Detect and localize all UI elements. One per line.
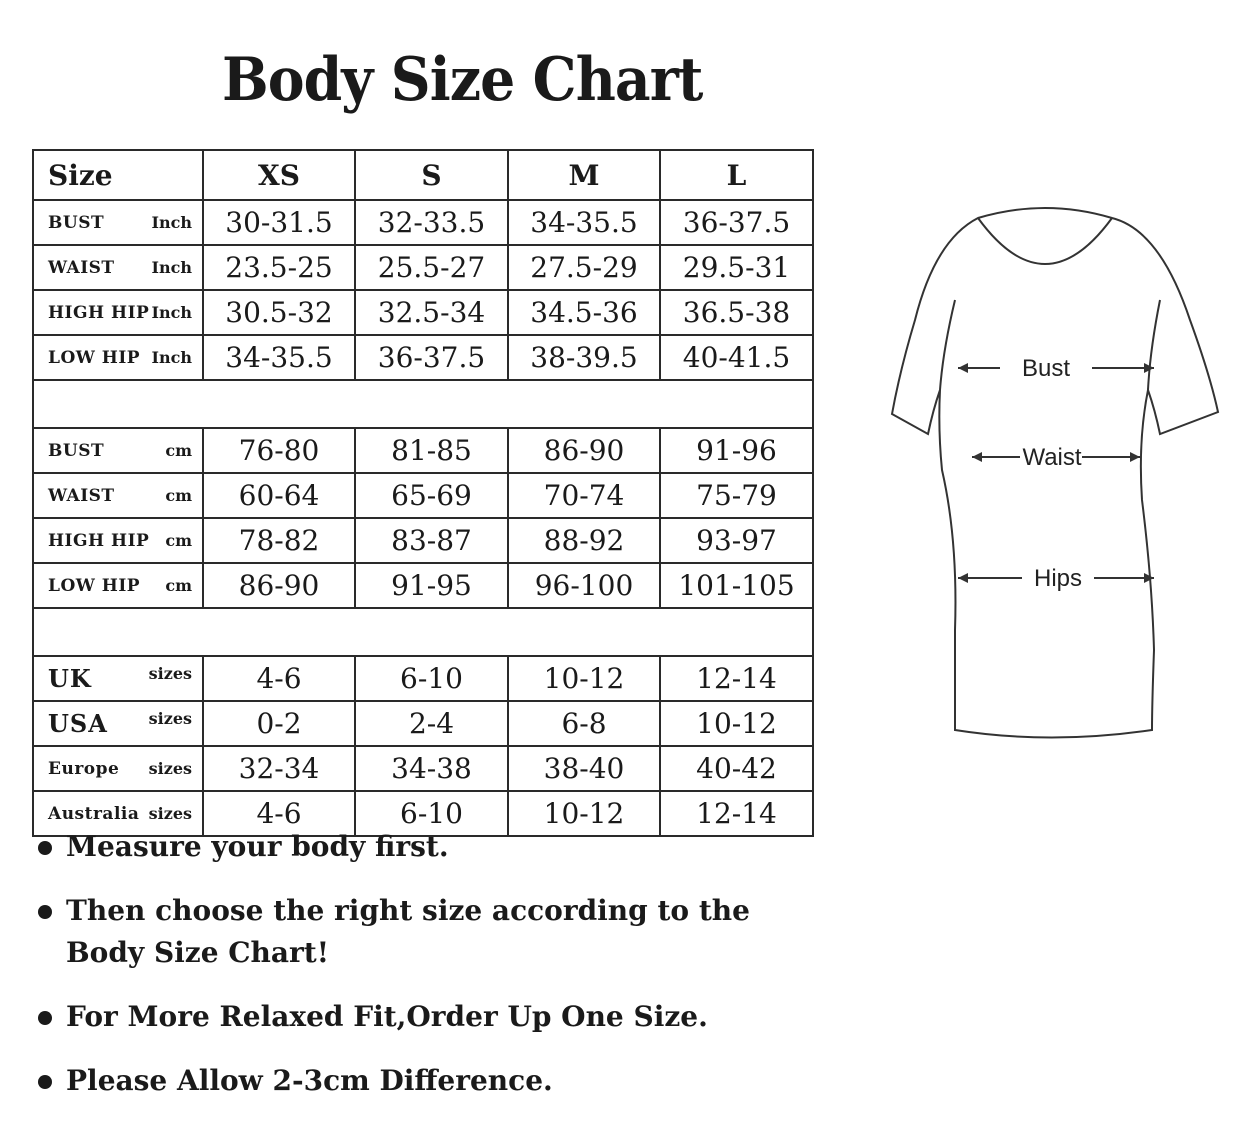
bullet-icon [38,1011,52,1025]
size-value-cell: 36-37.5 [355,335,508,380]
size-row [33,746,813,791]
dress-measurement-diagram [860,200,1230,760]
row-label: LOW HIP [48,575,141,596]
size-value-cell: 34-35.5 [508,200,660,245]
size-value-cell: 32-34 [203,746,355,791]
row-unit: sizes [148,758,192,778]
size-row [33,473,813,518]
row-label-cell [33,518,203,563]
spacer-cell [33,608,813,656]
note-item [38,826,818,868]
size-value-cell: 25.5-27 [355,245,508,290]
hips-label: Hips [1033,565,1083,592]
note-item [38,1060,818,1102]
size-value-cell: 91-95 [355,563,508,608]
notes-list [38,826,818,1124]
size-value-cell: 91-96 [660,428,813,473]
note-text: Measure your body first. [66,830,449,863]
row-label: BUST [48,212,105,233]
size-value-cell: 0-2 [203,701,355,746]
spacer-row [33,380,813,428]
spacer-row [33,608,813,656]
row-unit: cm [165,440,192,460]
dress-outline [892,208,1218,738]
size-row [33,518,813,563]
size-value-cell: 30-31.5 [203,200,355,245]
row-label: LOW HIP [48,347,141,368]
size-value-cell: 30.5-32 [203,290,355,335]
row-label-cell [33,290,203,335]
size-value-cell: 6-8 [508,701,660,746]
size-value-cell: 76-80 [203,428,355,473]
size-value-cell: 6-10 [355,791,508,836]
note-text: Please Allow 2-3cm Difference. [66,1064,553,1097]
size-value-cell: 34-38 [355,746,508,791]
page-title: Body Size Chart [222,45,703,115]
size-value-cell: 60-64 [203,473,355,518]
size-row [33,245,813,290]
row-unit: cm [165,530,192,550]
bust-label: Bust [1021,355,1071,382]
size-value-cell: 88-92 [508,518,660,563]
row-label-cell [33,656,203,701]
size-value-cell: 36.5-38 [660,290,813,335]
size-value-cell: 32.5-34 [355,290,508,335]
row-unit: sizes [148,709,192,728]
row-label: HIGH HIP [48,302,150,323]
size-row [33,290,813,335]
row-label: Europe [48,758,120,779]
row-label-cell [33,428,203,473]
size-header-m: M [508,150,660,200]
size-value-cell: 40-41.5 [660,335,813,380]
size-value-cell: 27.5-29 [508,245,660,290]
row-label-cell [33,335,203,380]
size-table-body [33,200,813,836]
row-unit: Inch [151,212,192,232]
size-value-cell: 38-40 [508,746,660,791]
size-value-cell: 36-37.5 [660,200,813,245]
row-unit: cm [165,575,192,595]
row-label: BUST [48,440,105,461]
size-value-cell: 12-14 [660,656,813,701]
size-value-cell: 101-105 [660,563,813,608]
size-value-cell: 29.5-31 [660,245,813,290]
row-label-cell [33,245,203,290]
size-value-cell: 12-14 [660,791,813,836]
row-label-cell [33,563,203,608]
row-label-cell [33,200,203,245]
size-header-row [33,150,813,200]
size-row [33,563,813,608]
size-row [33,428,813,473]
row-label: UK [48,664,92,693]
bullet-icon [38,841,52,855]
size-value-cell: 4-6 [203,791,355,836]
size-value-cell: 6-10 [355,656,508,701]
size-value-cell: 10-12 [508,656,660,701]
row-label-cell [33,746,203,791]
row-label: USA [48,709,108,738]
size-value-cell: 83-87 [355,518,508,563]
bullet-icon [38,1075,52,1089]
size-value-cell: 4-6 [203,656,355,701]
size-header-l: L [660,150,813,200]
bullet-icon [38,905,52,919]
size-chart-table [32,149,814,837]
size-row [33,200,813,245]
row-label: WAIST [48,257,115,278]
sleeve-seam-right [1148,300,1160,390]
note-item [38,890,826,974]
row-label-cell [33,473,203,518]
row-unit: Inch [151,257,192,277]
size-value-cell: 86-90 [508,428,660,473]
note-text: For More Relaxed Fit,Order Up One Size. [66,1000,708,1033]
size-value-cell: 32-33.5 [355,200,508,245]
size-value-cell: 40-42 [660,746,813,791]
row-unit: sizes [148,664,192,683]
size-value-cell: 65-69 [355,473,508,518]
note-text: Then choose the right size according to the Body Size Chart! [66,894,750,969]
size-value-cell: 34-35.5 [203,335,355,380]
note-item [38,996,818,1038]
row-unit: Inch [151,302,192,322]
spacer-cell [33,380,813,428]
size-value-cell: 2-4 [355,701,508,746]
neckline [978,218,1112,264]
size-corner-label: Size [33,150,203,200]
size-value-cell: 10-12 [508,791,660,836]
size-header-s: S [355,150,508,200]
row-unit: cm [165,485,192,505]
size-value-cell: 23.5-25 [203,245,355,290]
size-value-cell: 78-82 [203,518,355,563]
size-value-cell: 34.5-36 [508,290,660,335]
row-label: Australia [48,803,140,824]
size-value-cell: 81-85 [355,428,508,473]
row-label: HIGH HIP [48,530,150,551]
row-label: WAIST [48,485,115,506]
size-value-cell: 75-79 [660,473,813,518]
size-value-cell: 86-90 [203,563,355,608]
size-value-cell: 70-74 [508,473,660,518]
size-value-cell: 96-100 [508,563,660,608]
row-unit: sizes [148,803,192,823]
size-value-cell: 93-97 [660,518,813,563]
waist-label: Waist [1022,444,1082,471]
size-row [33,335,813,380]
row-label-cell [33,701,203,746]
size-header-xs: XS [203,150,355,200]
size-value-cell: 10-12 [660,701,813,746]
row-unit: Inch [151,347,192,367]
size-row [33,656,813,701]
size-value-cell: 38-39.5 [508,335,660,380]
sleeve-seam-left [940,300,955,390]
size-row [33,701,813,746]
